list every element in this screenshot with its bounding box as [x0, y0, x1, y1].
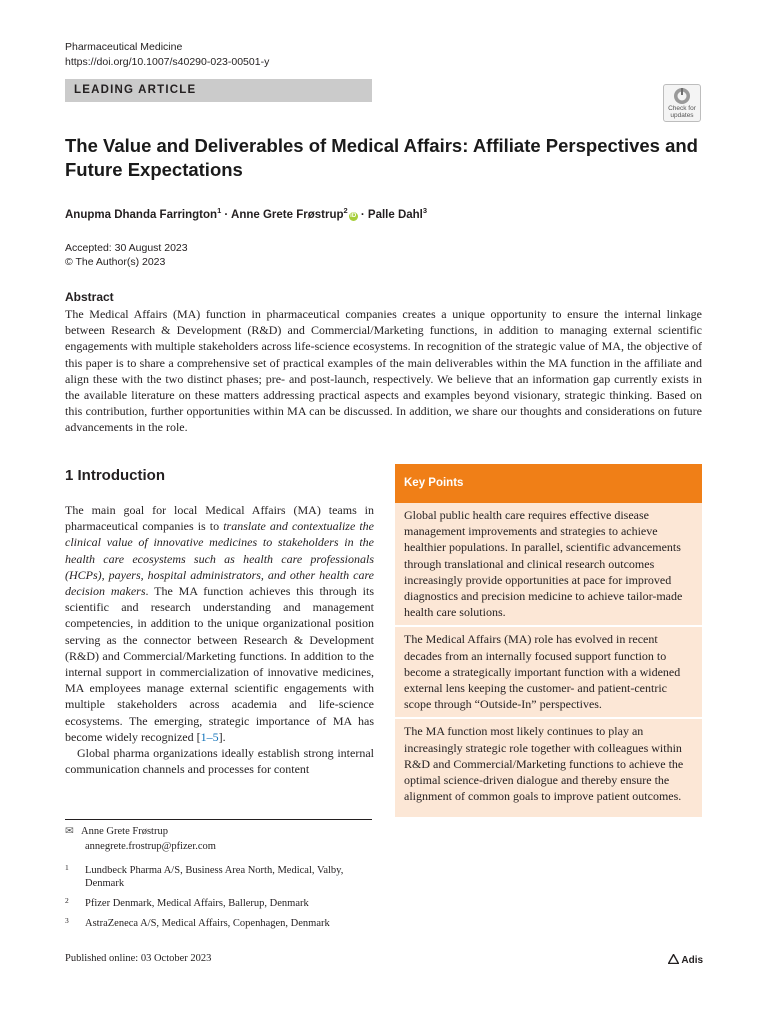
author-separator: · — [357, 208, 368, 221]
journal-name: Pharmaceutical Medicine — [65, 41, 183, 53]
author-name[interactable]: Anne Grete Frøstrup — [231, 208, 344, 221]
adis-triangle-icon — [668, 954, 679, 964]
author-affiliation-sup: 2 — [343, 206, 348, 215]
key-point-item: Global public health care requires effective disease management improvements and strategies to achieve healthier populations. In parallel, scientific advancements through translational and clinical research outcomes increasingly provide opportunities at pace for improved diagnostics and precision medicine to achieve tailor-made health care solutions. — [395, 503, 702, 627]
affiliation-number: 3 — [65, 916, 69, 925]
orcid-icon[interactable]: iD — [350, 212, 357, 219]
author-list — [65, 203, 427, 223]
section-heading-introduction: 1 Introduction — [65, 467, 165, 484]
key-point-item: The MA function most likely continues to play an increasingly strategic role together with colleagues within R&D and Commercial/Marketing functions to achieve the optimal science-driven dialogue and thereby ensure the alignment of common goals to improve patient outcomes. — [404, 724, 684, 804]
author-affiliation-sup: 1 — [217, 206, 222, 215]
key-points-box — [395, 503, 702, 817]
doi-link[interactable]: https://doi.org/10.1007/s40290-023-00501-y — [65, 56, 270, 68]
article-dates — [65, 241, 188, 269]
accepted-date: Accepted: 30 August 2023 — [65, 242, 188, 254]
abstract-text: The Medical Affairs (MA) function in pharmaceutical companies creates a unique opportunity to ensure the internal linkage between Research & Development (R&D) and Commercial/Marketing functions, in addition to managing external scientific engagements with multiple stakeholders across life-science ecosystems. In recognition of the strategic value of MA, the objective of this paper is to share a comprehensive set of practical examples of the main deliverables within the MA function in the affiliate and align these with the two distinct phases; pre- and post-launch, respectively. We believe that an information gap currently exists in the available literature on these matters addressing practical aspects and examples beyond visionary, strategic thinking. Based on this contribution, further opportunities within MA can be discussed. In addition, we share our thoughts and considerations on future advancements in the role. — [65, 307, 702, 435]
published-online-date: Published online: 03 October 2023 — [65, 953, 212, 964]
affiliation-text: Lundbeck Pharma A/S, Business Area North, Medical, Valby, Denmark — [85, 865, 344, 889]
check-for-updates-badge[interactable] — [663, 84, 701, 122]
intro-italic-text: translate and contextualize the clinical value of innovative medicines to stakeholders in the health care ecosystems such as health care professionals (HCPs), payers, hospital administrators, and other health care decision makers — [65, 519, 375, 599]
affiliation-item — [65, 864, 375, 890]
article-title: The Value and Deliverables of Medical Affairs: Affiliate Perspectives and Future Expectations — [65, 135, 698, 180]
affiliation-item — [65, 917, 375, 930]
key-point-item: The Medical Affairs (MA) role has evolved in recent decades from an internally focused support function to become a strategically important function with a widened external lens keeping the customer- and patient-centric scope through “Outside-In” perspectives. — [395, 627, 702, 719]
intro-text: The main goal for local Medical Affairs (MA) teams in pharmaceutical companies is to — [65, 503, 374, 534]
affiliation-item — [65, 897, 375, 910]
check-updates-icon — [673, 87, 691, 105]
intro-text: . The MA function achieves this through its scientific and research understanding and management competencies, in addition to the unique organizational position serving as the connector between Research & Development (R&D) and Commercial/Marketing functions. In addition to the internal support in commercialization of innovative medicines, MA employees manage external scientific engagements with multiple stakeholders across academia and life-science ecosystems. The emerging, strategic importance of MA has become widely recognized [ — [65, 584, 374, 744]
intro-text: ]. — [218, 729, 226, 744]
affiliation-number: 1 — [65, 863, 69, 872]
introduction-body — [65, 502, 374, 777]
author-name[interactable]: Anupma Dhanda Farrington — [65, 208, 218, 221]
copyright-line: © The Author(s) 2023 — [65, 256, 166, 268]
intro-paragraph: Global pharma organizations ideally establish strong internal communication channels and processes for content — [65, 746, 374, 777]
author-separator: · — [221, 208, 232, 221]
key-points-heading: Key Points — [395, 464, 702, 503]
article-type-banner: LEADING ARTICLE — [65, 79, 372, 102]
intro-paragraph — [65, 502, 374, 745]
envelope-icon: ✉ — [65, 826, 74, 837]
correspondence-name: Anne Grete Frøstrup — [81, 826, 168, 837]
correspondence-block — [65, 824, 216, 854]
affiliation-text: Pfizer Denmark, Medical Affairs, Ballerup, Denmark — [85, 898, 309, 909]
footnote-divider — [65, 819, 372, 820]
author-name[interactable]: Palle Dahl — [367, 208, 423, 221]
check-updates-label: Check for updates — [668, 105, 696, 119]
abstract-heading: Abstract — [65, 290, 114, 304]
journal-header — [65, 40, 269, 70]
affiliation-text: AstraZeneca A/S, Medical Affairs, Copenhagen, Denmark — [85, 918, 330, 929]
correspondence-email[interactable]: annegrete.frostrup@pfizer.com — [85, 841, 216, 852]
affiliation-number: 2 — [65, 896, 69, 905]
publisher-name: Adis — [681, 955, 704, 966]
publisher-logo — [668, 954, 703, 966]
citation-link[interactable]: 1–5 — [200, 729, 219, 744]
author-affiliation-sup: 3 — [422, 206, 428, 215]
